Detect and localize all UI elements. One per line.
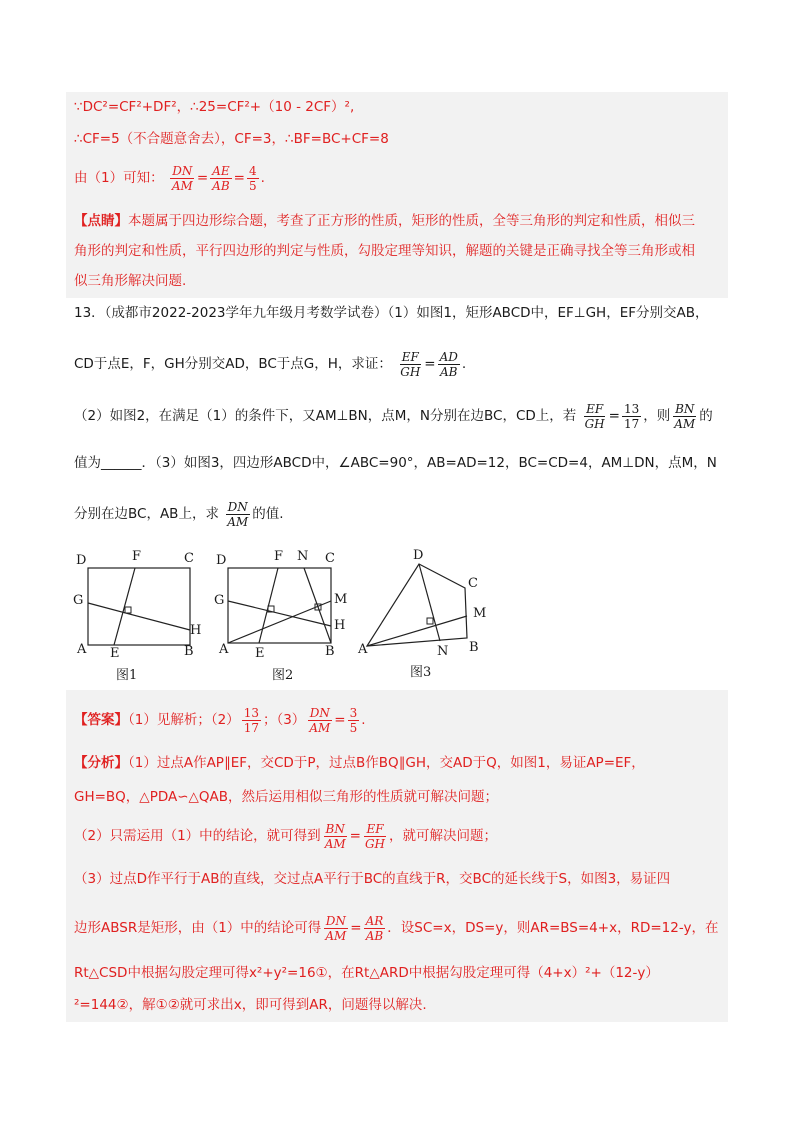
- answer-fraction-13-17: $\frac{13}{17}$: [243, 705, 259, 735]
- fig2-label-e: E: [255, 646, 265, 661]
- fraction-dn-am-2: $\frac{DN}{AM}$: [227, 499, 249, 529]
- analysis-line-1: 【分析】（1）过点A作AP∥EF，交CD于P，过点B作BQ∥GH，交AD于Q，如图1，易证AP=EF，: [74, 755, 645, 771]
- fig3-label-c: C: [468, 576, 478, 591]
- fig1-label-e: E: [110, 646, 120, 661]
- q13-line-1: 13．（成都市2022-2023学年九年级月考数学试卷）（1）如图1，矩形ABCD中，EF⊥GH，EF分别交AB，: [74, 305, 709, 321]
- figure-3: [355, 548, 495, 683]
- figure-3-caption: 图3: [410, 665, 432, 680]
- fig1-label-b: B: [184, 644, 194, 659]
- fig2-label-m: M: [334, 592, 348, 607]
- q13-line-2: CD于点E，F，GH分别交AD，BC于点G，H，求证： $\frac{EF}{GH}$ = $\frac{AD}{AB}$ .: [74, 349, 467, 379]
- fig1-label-a: A: [77, 642, 87, 657]
- answer-fraction-3-5: $\frac{3}{5}$: [349, 705, 358, 735]
- answer-fraction-dn-am: $\frac{DN}{AM}$: [309, 705, 331, 735]
- note-line-3: 似三角形解决问题.: [74, 273, 187, 289]
- fraction-ef-gh-2: $\frac{EF}{GH}$: [584, 401, 605, 431]
- fig2-label-g: G: [214, 593, 225, 608]
- fig1-label-g: G: [73, 593, 84, 608]
- analysis-fraction-ef-gh: $\frac{EF}{GH}$: [364, 821, 386, 851]
- q13-line-5-text: 分别在边BC，AB上，求: [74, 506, 219, 522]
- analysis-fraction-bn-am: $\frac{BN}{AM}$: [324, 821, 346, 851]
- analysis-tag: 【分析】: [74, 755, 128, 771]
- note-tag: 【点睛】: [74, 213, 128, 229]
- prev-line-3-text: 由（1）可知：: [74, 170, 164, 186]
- prev-line-1: ∵DC²=CF²+DF²，∴25=CF²+（10 - 2CF）²,: [74, 99, 355, 115]
- fraction-ef-gh: $\frac{EF}{GH}$: [400, 349, 421, 379]
- fraction-4-5: $\frac{4}{5}$: [248, 163, 257, 193]
- fig2-label-h: H: [334, 618, 346, 633]
- fig2-label-b: B: [325, 644, 335, 659]
- figure-1-caption: 图1: [116, 668, 138, 683]
- fraction-bn-am: $\frac{BN}{AM}$: [674, 401, 696, 431]
- figure-2: [212, 548, 357, 683]
- figure-2-caption: 图2: [272, 668, 294, 683]
- prev-line-2: ∴CF=5（不合题意舍去），CF=3，∴BF=BC+CF=8: [74, 131, 389, 147]
- analysis-line-2: GH=BQ，△PDA∽△QAB，然后运用相似三角形的性质就可解决问题；: [74, 789, 499, 805]
- prev-line-3: 由（1）可知： $\frac{DN}{AM}$ = $\frac{AE}{AB}$ = $\frac{4}{5}$ .: [74, 163, 265, 193]
- q13-line-5: 分别在边BC，AB上，求 $\frac{DN}{AM}$ 的值.: [74, 499, 284, 529]
- fig2-label-c: C: [325, 551, 335, 566]
- analysis-line-5: 边形ABSR是矩形，由（1）中的结论可得 $\frac{DN}{AM}$ = $\frac{AR}{AB}$ ．设SC=x，DS=y，则AR=BS=4+x，RD=12-y，在: [74, 913, 719, 943]
- fig3-label-m: M: [473, 606, 487, 621]
- figure-1: [70, 548, 200, 683]
- analysis-line-3: （2）只需运用（1）中的结论，就可得到 $\frac{BN}{AM}$ = $\frac{EF}{GH}$ ，就可解决问题；: [74, 821, 498, 851]
- analysis-line-4: （3）过点D作平行于AB的直线，交过点A平行于BC的直线于R，交BC的延长线于S，如图3，易证四: [74, 871, 671, 887]
- analysis-line-7: ²=144②，解①②就可求出x，即可得到AR，问题得以解决.: [74, 997, 427, 1013]
- answer-tag: 【答案】: [74, 712, 128, 728]
- fig3-label-n: N: [437, 644, 449, 659]
- fraction-13-17: $\frac{13}{17}$: [623, 401, 640, 431]
- figure-1-drawing: [70, 548, 200, 658]
- fig3-label-b: B: [469, 640, 479, 655]
- fig2-label-n: N: [297, 549, 309, 564]
- fraction-ad-ab: $\frac{AD}{AB}$: [439, 349, 458, 379]
- q13-line-2-text: CD于点E，F，GH分别交AD，BC于点G，H，求证：: [74, 356, 392, 372]
- fig1-label-c: C: [184, 551, 194, 566]
- fig1-label-d: D: [76, 553, 87, 568]
- fig2-label-d: D: [216, 553, 227, 568]
- note-line-2: 角形的判定和性质，平行四边形的判定与性质，勾股定理等知识，解题的关键是正确寻找全等三角形或相: [74, 243, 695, 259]
- q13-line-3: （2）如图2，在满足（1）的条件下，又AM⊥BN，点M，N分别在边BC，CD上，若 $\frac{EF}{GH}$ = $\frac{13}{17}$ ，则 $\frac{BN}{AM}$ 的: [74, 401, 713, 431]
- note-line-1: [74, 210, 695, 232]
- fraction-dn-am: $\frac{DN}{AM}$: [171, 163, 193, 193]
- analysis-line-6: Rt△CSD中根据勾股定理可得x²+y²=16①，在Rt△ARD中根据勾股定理可得（4+x）²+（12-y）: [74, 965, 659, 981]
- fig2-label-a: A: [219, 642, 229, 657]
- fig1-label-h: H: [190, 623, 202, 638]
- answer-line: 【答案】（1）见解析；（2） $\frac{13}{17}$ ；（3） $\frac{DN}{AM}$ = $\frac{3}{5}$ .: [74, 705, 366, 735]
- fig3-label-d: D: [413, 548, 424, 563]
- note-text-1: 本题属于四边形综合题，考查了正方形的性质，矩形的性质，全等三角形的判定和性质，相似三: [128, 213, 695, 229]
- q13-line-4: 值为______．（3）如图3，四边形ABCD中，∠ABC=90°，AB=AD=12，BC=CD=4，AM⊥DN，点M，N: [74, 455, 717, 471]
- fraction-ae-ab: $\frac{AE}{AB}$: [212, 163, 230, 193]
- fig3-label-a: A: [358, 642, 368, 657]
- q13-line-3-text: （2）如图2，在满足（1）的条件下，又AM⊥BN，点M，N分别在边BC，CD上，若: [74, 408, 577, 424]
- fig1-label-f: F: [132, 549, 142, 564]
- analysis-fraction-ar-ab: $\frac{AR}{AB}$: [365, 913, 384, 943]
- analysis-fraction-dn-am: $\frac{DN}{AM}$: [325, 913, 347, 943]
- fig2-label-f: F: [274, 549, 284, 564]
